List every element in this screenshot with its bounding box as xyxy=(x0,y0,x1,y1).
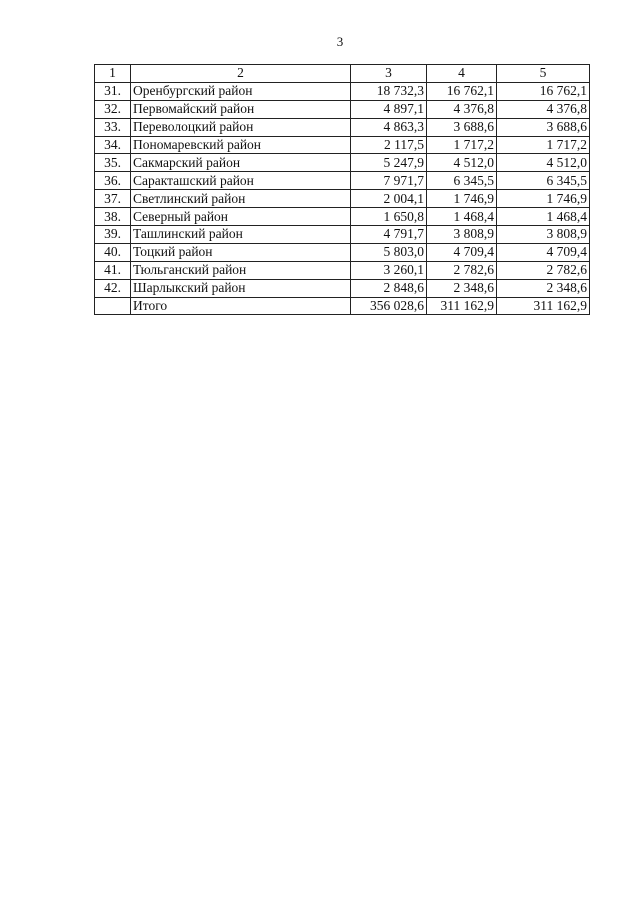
value-cell: 4 376,8 xyxy=(497,100,590,118)
total-value-cell: 311 162,9 xyxy=(497,297,590,315)
row-number-cell: 32. xyxy=(95,100,131,118)
row-number-cell: 42. xyxy=(95,279,131,297)
table-row xyxy=(95,154,590,172)
table-total-row xyxy=(95,297,590,315)
table-row xyxy=(95,208,590,226)
row-number-cell: 33. xyxy=(95,118,131,136)
value-cell: 1 468,4 xyxy=(497,208,590,226)
value-cell: 1 746,9 xyxy=(497,190,590,208)
table-row xyxy=(95,100,590,118)
row-number-cell: 34. xyxy=(95,136,131,154)
value-cell: 5 247,9 xyxy=(351,154,427,172)
value-cell: 3 260,1 xyxy=(351,261,427,279)
district-name-cell: Светлинский район xyxy=(131,190,351,208)
value-cell: 1 650,8 xyxy=(351,208,427,226)
budget-table xyxy=(94,64,590,315)
table-row xyxy=(95,136,590,154)
row-number-cell: 37. xyxy=(95,190,131,208)
value-cell: 4 863,3 xyxy=(351,118,427,136)
value-cell: 1 717,2 xyxy=(427,136,497,154)
value-cell: 1 746,9 xyxy=(427,190,497,208)
district-name-cell: Сакмарский район xyxy=(131,154,351,172)
column-header: 1 xyxy=(95,65,131,83)
value-cell: 6 345,5 xyxy=(497,172,590,190)
value-cell: 18 732,3 xyxy=(351,82,427,100)
total-value-cell: 311 162,9 xyxy=(427,297,497,315)
table-row xyxy=(95,82,590,100)
column-header: 4 xyxy=(427,65,497,83)
table-row xyxy=(95,190,590,208)
row-number-cell: 38. xyxy=(95,208,131,226)
value-cell: 2 117,5 xyxy=(351,136,427,154)
district-name-cell: Шарлыкский район xyxy=(131,279,351,297)
row-number-cell: 39. xyxy=(95,226,131,244)
value-cell: 2 848,6 xyxy=(351,279,427,297)
district-name-cell: Переволоцкий район xyxy=(131,118,351,136)
value-cell: 1 717,2 xyxy=(497,136,590,154)
district-name-cell: Пономаревский район xyxy=(131,136,351,154)
value-cell: 4 512,0 xyxy=(427,154,497,172)
district-name-cell: Тоцкий район xyxy=(131,243,351,261)
district-name-cell: Северный район xyxy=(131,208,351,226)
value-cell: 4 512,0 xyxy=(497,154,590,172)
table-header-row xyxy=(95,65,590,83)
district-name-cell: Тюльганский район xyxy=(131,261,351,279)
value-cell: 4 897,1 xyxy=(351,100,427,118)
total-value-cell: 356 028,6 xyxy=(351,297,427,315)
value-cell: 16 762,1 xyxy=(427,82,497,100)
district-name-cell: Ташлинский район xyxy=(131,226,351,244)
table-body xyxy=(95,82,590,297)
value-cell: 4 376,8 xyxy=(427,100,497,118)
district-name-cell: Оренбургский район xyxy=(131,82,351,100)
row-number-cell: 35. xyxy=(95,154,131,172)
column-header: 2 xyxy=(131,65,351,83)
row-number-cell: 36. xyxy=(95,172,131,190)
value-cell: 2 004,1 xyxy=(351,190,427,208)
table-row xyxy=(95,118,590,136)
value-cell: 3 808,9 xyxy=(497,226,590,244)
table-row xyxy=(95,226,590,244)
district-name-cell: Первомайский район xyxy=(131,100,351,118)
value-cell: 6 345,5 xyxy=(427,172,497,190)
value-cell: 4 709,4 xyxy=(497,243,590,261)
row-number-cell: 40. xyxy=(95,243,131,261)
total-label-cell: Итого xyxy=(131,297,351,315)
value-cell: 5 803,0 xyxy=(351,243,427,261)
value-cell: 2 348,6 xyxy=(497,279,590,297)
column-header: 5 xyxy=(497,65,590,83)
value-cell: 4 791,7 xyxy=(351,226,427,244)
value-cell: 2 348,6 xyxy=(427,279,497,297)
value-cell: 2 782,6 xyxy=(427,261,497,279)
value-cell: 3 808,9 xyxy=(427,226,497,244)
value-cell: 3 688,6 xyxy=(427,118,497,136)
value-cell: 4 709,4 xyxy=(427,243,497,261)
table-row xyxy=(95,261,590,279)
district-name-cell: Саракташский район xyxy=(131,172,351,190)
value-cell: 1 468,4 xyxy=(427,208,497,226)
total-number-cell xyxy=(95,297,131,315)
row-number-cell: 41. xyxy=(95,261,131,279)
value-cell: 7 971,7 xyxy=(351,172,427,190)
row-number-cell: 31. xyxy=(95,82,131,100)
value-cell: 2 782,6 xyxy=(497,261,590,279)
table-row xyxy=(95,279,590,297)
table-row xyxy=(95,172,590,190)
value-cell: 3 688,6 xyxy=(497,118,590,136)
value-cell: 16 762,1 xyxy=(497,82,590,100)
table-row xyxy=(95,243,590,261)
page-number: 3 xyxy=(336,34,344,49)
column-header: 3 xyxy=(351,65,427,83)
